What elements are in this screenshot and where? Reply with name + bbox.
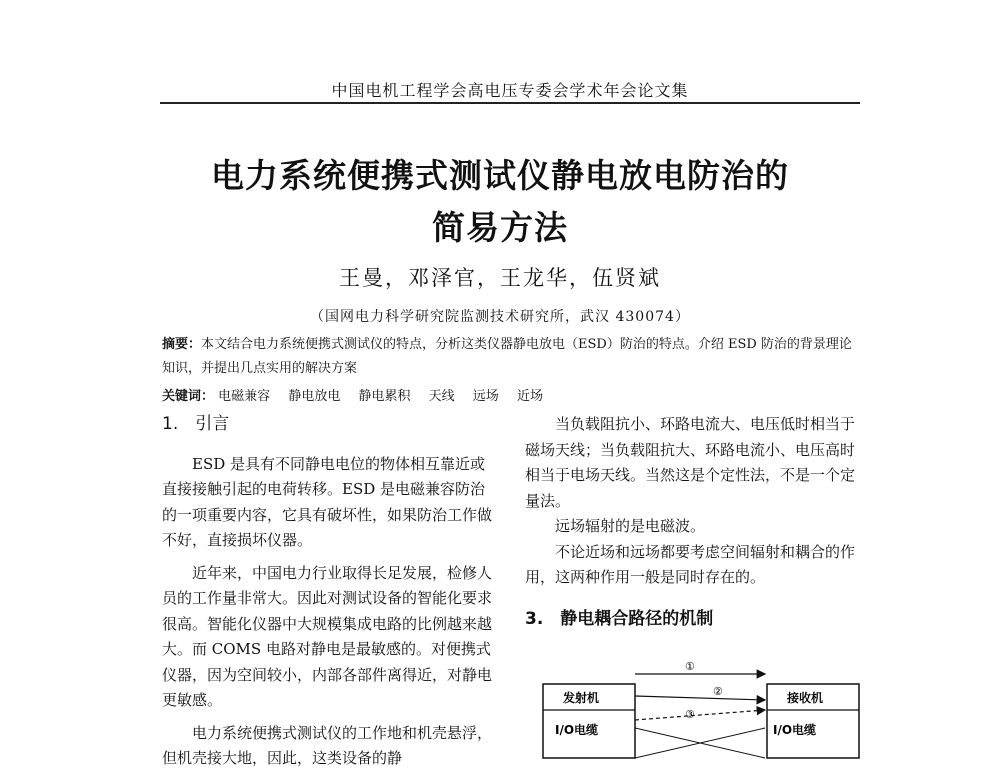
io-cable-left-label: I/O电缆: [555, 723, 599, 737]
body-paragraph: ESD 是具有不同静电电位的物体相互靠近或直接接触引起的电荷转移。ESD 是电磁兼容防治的一项重要内容，它具有破坏性，如果防治工作做不好，直接损坏仪器。: [162, 454, 493, 549]
right-column: [525, 412, 860, 632]
path-2-label: ②: [713, 685, 723, 698]
body-paragraph: 当负载阻抗小、环路电流大、电压低时相当于磁场天线；当负载阻抗大、环路电流小、电压高时相当于电场天线。当然这是个定性法，不是一个定量法。: [525, 415, 856, 510]
paper-title-line2: 简易方法: [432, 208, 568, 247]
keyword: 远场: [472, 389, 499, 404]
running-header: 中国电机工程学会高电压专委会学术年会论文集: [331, 81, 689, 100]
section-heading-coupling: 3. 静电耦合路径的机制: [525, 608, 714, 629]
keyword: 天线: [428, 389, 455, 404]
body-paragraph: 近年来，中国电力行业取得长足发展，检修人员的工作量非常大。因此对测试设备的智能化要求很高。智能化仪器中大规模集成电路的比例越来越大。而 COMS 电路对静电是最敏感的。对便携式仪器，因为空间较小，内部各部件离得近，对静电更敏感。: [162, 563, 493, 709]
io-cable-right-label: I/O电缆: [773, 723, 817, 737]
coupling-path-3: [635, 710, 765, 720]
keyword: 电磁兼容: [218, 389, 271, 404]
section-heading-introduction: 1. 引言: [162, 414, 230, 434]
affiliation: （国网电力科学研究院监测技术研究所，武汉 430074）: [310, 309, 690, 325]
path-1-label: ①: [685, 660, 695, 673]
authors: 王曼，邓泽官，王龙华，伍贤斌: [339, 266, 661, 290]
keyword: 静电累积: [358, 389, 411, 404]
transmitter-label: 发射机: [563, 691, 600, 705]
path-3-label: ③: [685, 708, 695, 721]
left-column: [162, 412, 497, 772]
keyword: 静电放电: [288, 389, 341, 404]
abstract-label: 摘要：: [162, 337, 202, 352]
body-paragraph: 远场辐射的是电磁波。: [555, 517, 706, 535]
header-rule: [160, 102, 860, 104]
paper-title-line1: 电力系统便携式测试仪静电放电防治的: [211, 156, 789, 195]
coupling-path-figure: [535, 648, 865, 760]
body-paragraph: 电力系统便携式测试仪的工作地和机壳悬浮，但机壳接大地，因此，这类设备的静: [162, 723, 493, 767]
keyword: 近场: [516, 389, 543, 404]
keywords-label: 关键词：: [162, 389, 215, 404]
coupling-diagram: [535, 648, 865, 760]
abstract: [162, 333, 857, 381]
receiver-label: 接收机: [787, 691, 824, 705]
body-paragraph: 不论近场和远场都要考虑空间辐射和耦合的作用，这两种作用一般是同时存在的。: [525, 542, 856, 586]
coupling-path-2: [635, 696, 765, 700]
keywords: [162, 385, 857, 404]
abstract-text: 本文结合电力系统便携式测试仪的特点，分析这类仪器静电放电（ESD）防治的特点。介绍 ESD 防治的背景理论知识，并提出几点实用的解决方案: [162, 337, 852, 376]
